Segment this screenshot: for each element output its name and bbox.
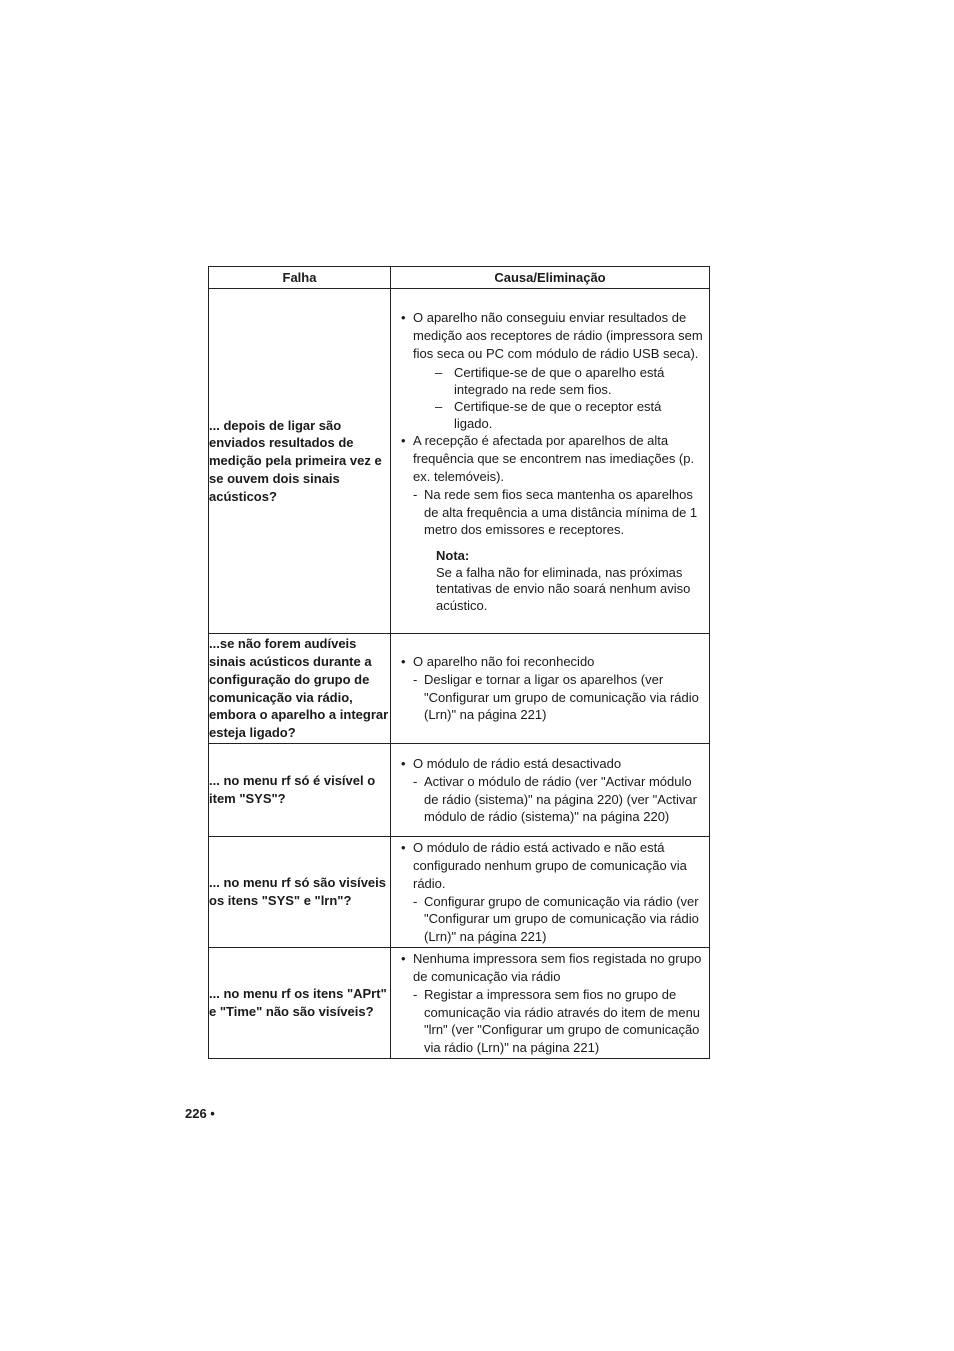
hyphen-item: - Registar a impressora sem fios no grupo de comunicação via rádio através do item de menu "lrn" (ver "Configurar um grupo de comunicação via rádio (Lrn)" na página 221) (391, 986, 709, 1057)
fault-cell: ... no menu rf só é visível o item "SYS"? (209, 744, 391, 837)
cause-cell (391, 744, 710, 837)
table-row (209, 744, 710, 837)
hyphen-item: - Na rede sem fios seca mantenha os aparelhos de alta frequência a uma distância mínima de 1 metro dos emissores e receptores. (391, 486, 709, 539)
fault-cell: ... no menu rf os itens "APrt" e "Time" não são visíveis? (209, 948, 391, 1059)
fault-cell: ... no menu rf só são visíveis os itens "SYS" e "lrn"? (209, 837, 391, 948)
hyphen-item: - Activar o módulo de rádio (ver "Activar módulo de rádio (sistema)" na página 220) (ver "Activar módulo de rádio (sistema)" na página 220) (391, 773, 709, 826)
hyphen-item: - Configurar grupo de comunicação via rádio (ver "Configurar um grupo de comunicação via rádio (Lrn)" na página 221) (391, 893, 709, 946)
table-row (209, 289, 710, 634)
bullet-item: • O aparelho não conseguiu enviar resultados de medição aos receptores de rádio (impressora sem fios seca ou PC com módulo de rádio USB seca). (391, 309, 709, 362)
page-number: 226 • (185, 1106, 215, 1121)
cause-cell (391, 634, 710, 744)
hyphen-item: - Desligar e tornar a ligar os aparelhos (ver "Configurar um grupo de comunicação via rádio (Lrn)" na página 221) (391, 671, 709, 724)
fault-cell: ... depois de ligar são enviados resultados de medição pela primeira vez e se ouvem dois sinais acústicos? (209, 289, 391, 634)
bullet-item: • O módulo de rádio está desactivado (391, 755, 709, 773)
dash-item: – Certifique-se de que o aparelho está integrado na rede sem fios. (391, 365, 709, 398)
cause-cell (391, 837, 710, 948)
table-row (209, 948, 710, 1059)
note-text: Se a falha não for eliminada, nas próximas tentativas de envio não soará nenhum aviso acústico. (436, 565, 691, 613)
column-header-fault: Falha (209, 267, 391, 289)
bullet-item: • O módulo de rádio está activado e não está configurado nenhum grupo de comunicação via rádio. (391, 839, 709, 892)
bullet-item: • A recepção é afectada por aparelhos de alta frequência que se encontrem nas imediações (p. ex. telemóveis). (391, 432, 709, 485)
table-header-row (209, 267, 710, 289)
note-title: Nota: (436, 548, 470, 564)
table-row (209, 634, 710, 744)
cause-cell (391, 289, 710, 634)
column-header-cause: Causa/Eliminação (391, 267, 710, 289)
troubleshooting-table (208, 266, 710, 1059)
cause-cell (391, 948, 710, 1059)
dash-item: – Certifique-se de que o receptor está ligado. (391, 399, 709, 432)
fault-cell: ...se não forem audíveis sinais acústicos durante a configuração do grupo de comunicação via rádio, embora o aparelho a integrar esteja ligado? (209, 634, 391, 744)
bullet-item: • Nenhuma impressora sem fios registada no grupo de comunicação via rádio (391, 950, 709, 986)
bullet-item: • O aparelho não foi reconhecido (391, 653, 709, 671)
table-row (209, 837, 710, 948)
